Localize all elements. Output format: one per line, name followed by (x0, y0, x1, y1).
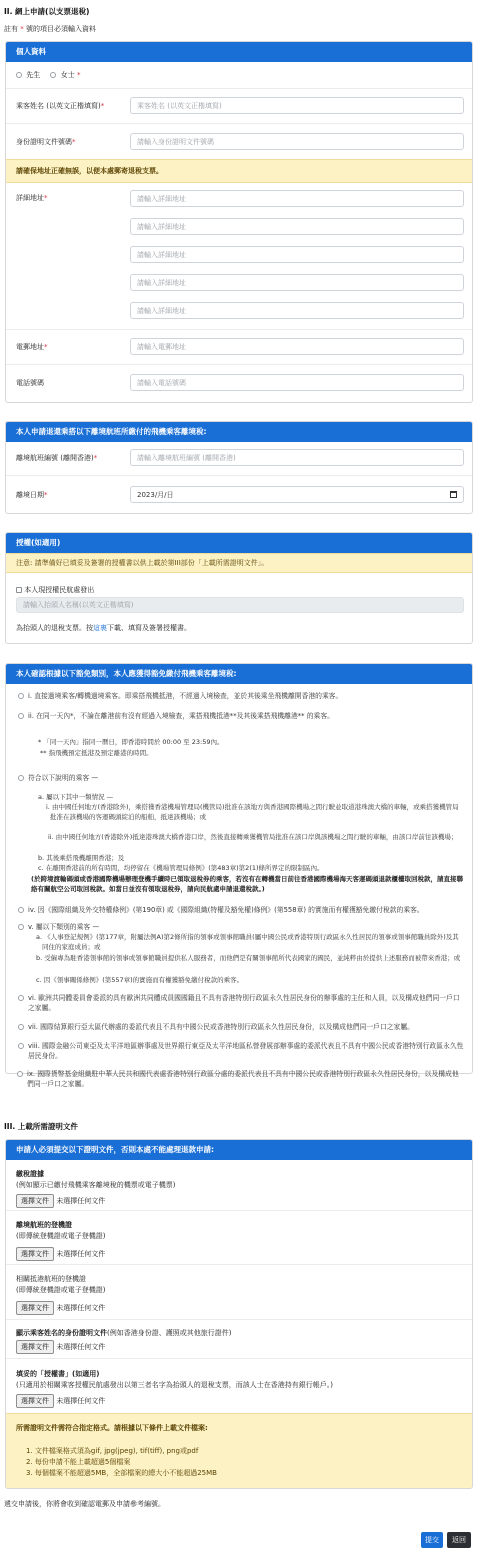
doc2-title: 離境航班的登機證 (16, 1221, 72, 1229)
phone-input[interactable]: 請輸入電話號碼 (130, 374, 464, 391)
authorization-download-line: 為抬頭人的退稅支票。按這裏下載、填寫及簽署授權書。 (16, 624, 191, 632)
radio-exemption-i[interactable] (18, 693, 24, 699)
exemption-option-i: i. 直接過境乘客/轉機過境乘客。即乘搭飛機抵港，不經過入境檢查，並於其後乘坐飛機離開香港的乘客。 (18, 691, 466, 701)
upload-card (5, 1139, 473, 1489)
address-label: 詳細地址* (16, 194, 48, 202)
radio-exemption-vi[interactable] (18, 995, 24, 1001)
doc1-desc: (例如顯示已繳付飛機乘客離境稅的機票或電子機票) (16, 1181, 176, 1189)
phone-label: 電話號碼 (16, 379, 44, 387)
radio-exemption-iv[interactable] (18, 907, 24, 913)
doc1-title: 繳稅證據 (16, 1170, 44, 1178)
format-rule-3: 3. 每個檔案不能超過5MB，全部檔案的總大小不能超過25MB (26, 1469, 217, 1477)
submission-note: 遞交申請後，你將會收到確認電郵及申請參考編號。 (4, 1500, 165, 1508)
address-input-1[interactable]: 請輸入詳細地址 (130, 190, 464, 207)
radio-exemption-viii[interactable] (18, 1043, 24, 1049)
flight-number-input[interactable]: 請輸入離境航班編號 (離開香港) (130, 449, 464, 466)
exemption-header: 本人確認根據以下豁免類別，本人應獲得豁免繳付飛機乘客離境稅: (6, 664, 472, 684)
payee-name-input[interactable]: 請輸入抬頭人名稱(以英文正楷填寫) (16, 597, 464, 613)
radio-exemption-ii[interactable] (18, 713, 24, 719)
radio-exemption-iii[interactable] (18, 775, 24, 781)
title-radio-group: 先生 女士 * (16, 70, 80, 80)
departure-date-label: 離境日期* (16, 491, 48, 499)
departure-date-input[interactable]: 2023/月/日 (130, 486, 464, 503)
divider (6, 1264, 472, 1265)
doc4-heading: 顯示乘客姓名的身份證明文件(例如香港身份證、護照或其他旅行證件) (16, 1329, 232, 1337)
iii-a: a. 屬以下其中一類情況 — (38, 793, 114, 801)
required-note: 註有 * 號的項目必須輸入資料 (4, 25, 96, 33)
v-c: c. 因《領事關係條例》(第557章)的實施而有權獲豁免繳付稅款的乘客。 (36, 976, 244, 984)
divider (6, 364, 472, 365)
file-format-notice (6, 1413, 472, 1489)
divider (6, 1210, 472, 1211)
iii-refund-note: (於跨境渡輪碼頭或香港國際機場辦理登機手續時已領取退稅券的乘客，若沒有在轉機當日前往香港國際機場海天客運碼頭退款櫃檯取回稅款，請直接聯絡有關航空公司取回稅款。如當日並沒有領取退稅券，請向民航處申請退還稅款。) (31, 875, 463, 893)
doc5-file-picker: 選擇文件 未選擇任何文件 (16, 1394, 105, 1408)
exemption-card (5, 663, 473, 1074)
authorization-header: 授權(如適用) (6, 533, 472, 553)
doc5-desc: (只適用於相關乘客授權民航處發出以第三者名字為抬頭人的退稅支票，而該人士在香港持有銀行帳戶。) (16, 1381, 333, 1389)
iii-c: c. 在離開香港前的所有時間，均停留在《機場管理局條例》(第483章)第2(1)條所界定的限制區內。 (38, 864, 324, 872)
divider (6, 123, 472, 124)
personal-info-header: 個人資料 (6, 42, 472, 62)
address-input-2[interactable]: 請輸入詳細地址 (130, 218, 464, 235)
doc2-desc: (即傳統登機證或電子登機證) (16, 1232, 106, 1240)
doc5-choose-file-button[interactable]: 選擇文件 (16, 1394, 54, 1408)
divider (6, 475, 472, 476)
doc3-title: 相關抵港航班的登機證 (16, 1275, 86, 1283)
exemption-option-vi: vi. 歐洲共同體委員會委派的具有歐洲共同體成員國國籍且不具有香港特別行政區永久性居民身份的辦事處的主任和人員，以及構成他們同一戶口之家屬。 (18, 993, 466, 1013)
doc2-choose-file-button[interactable]: 選擇文件 (16, 1247, 54, 1261)
v-a: a. 《人事登記規例》(第177章，附屬法例A)第2條所指的領事或領事館職員(屬中國公民或香港特別行政區永久性居民的領事或領事館職員除外)及其同住的家庭成員；或 (36, 933, 459, 951)
submit-button[interactable]: 提交 (421, 1532, 443, 1548)
format-rule-1: 1. 文件檔案格式須為gif, jpg(jpeg), tif(tiff), png或pdf (26, 1447, 199, 1455)
exemption-option-iv: iv. 因《國際組織及外交特權條例》(第190章) 或《國際組織(特權及豁免權)條例》(第558章) 的實施而有權獲豁免繳付稅款的乘客。 (18, 905, 466, 915)
flight-card (5, 421, 473, 514)
doc4-file-picker: 選擇文件 未選擇任何文件 (16, 1340, 105, 1354)
flight-header: 本人申請退還乘搭以下離境航班所繳付的飛機乘客離境稅: (6, 422, 472, 442)
doc2-file-picker: 選擇文件 未選擇任何文件 (16, 1247, 105, 1261)
radio-ms[interactable] (50, 72, 56, 78)
doc1-choose-file-button[interactable]: 選擇文件 (16, 1194, 54, 1208)
exemption-option-ix: ix. 國際貨幣基金組織駐中華人民共和國代表處香港特別行政區分處的委派代表且不具有中國公民或香港特別行政區永久性居民身份，以及構成他們同一戶口之家屬。 (17, 1069, 465, 1089)
exemption-option-v: v. 屬以下類別的乘客 — (18, 922, 466, 932)
iii-a-i: i. 由中國任何地方(香港除外)，乘搭獲香港機場管理局(機管局)批准在該地方與香港國際機場之間行駛並取道港珠澳大橋的車輛，或乘搭獲機管局批准在該機場的客運碼頭綻泊的船舶，抵達該機場；或 (46, 803, 459, 821)
divider (6, 88, 472, 89)
address-notice: 請確保地址正確無誤，以便本處郵寄退稅支票。 (6, 159, 472, 183)
doc5-title: 填妥的「授權書」(如適用) (16, 1370, 100, 1378)
iii-b: b. 其後乘搭飛機離開香港；及 (38, 854, 125, 862)
note-ii-1: * 「同一天內」指同一曆日，即香港時間於 00:00 至 23:59內。 (38, 738, 224, 746)
doc3-choose-file-button[interactable]: 選擇文件 (16, 1301, 54, 1315)
exemption-option-iii: 符合以下說明的乘客 — (18, 773, 466, 783)
email-label: 電郵地址* (16, 343, 48, 351)
authorize-checkbox[interactable] (16, 587, 22, 593)
doc1-file-picker: 選擇文件 未選擇任何文件 (16, 1194, 105, 1208)
section2-title: II. 網上申請(以支票退稅) (4, 7, 90, 16)
address-input-4[interactable]: 請輸入詳細地址 (130, 274, 464, 291)
calendar-icon[interactable] (450, 491, 457, 498)
format-rule-2: 2. 每份申請不能上載超過5個檔案 (26, 1458, 131, 1466)
format-notice-title: 所需證明文件需符合指定格式。請根據以下條件上載文件檔案: (16, 1424, 208, 1432)
section3-title: III. 上載所需證明文件 (4, 1122, 78, 1131)
doc3-file-picker: 選擇文件 未選擇任何文件 (16, 1301, 105, 1315)
divider (6, 329, 472, 330)
divider (6, 1358, 472, 1359)
note-ii-2: ** 指飛機預定抵港及預定離港的時間。 (40, 749, 153, 757)
id-label: 身份證明文件號碼* (16, 138, 76, 146)
divider (6, 1319, 472, 1320)
address-input-5[interactable]: 請輸入詳細地址 (130, 302, 464, 319)
flight-number-label: 離境航班編號 (離開香港)* (16, 454, 98, 462)
upload-header: 申請人必須提交以下證明文件，否則本處不能處理退款申請: (6, 1140, 472, 1160)
v-b: b. 受僱專為駐香港領事館的領事或領事館職員提供私人服務者，而他們是有關領事館所代表國家的國民，並純粹由於提供上述服務而被帶來香港；或 (36, 954, 461, 962)
radio-exemption-ix[interactable] (17, 1071, 23, 1077)
name-label: 乘客姓名 (以英文正楷填寫)* (16, 102, 105, 110)
authorization-notice: 注意: 請準備好已填妥及簽署的授權書以供上載於第III部份「上載所需證明文件」。 (6, 553, 472, 573)
doc4-choose-file-button[interactable]: 選擇文件 (16, 1340, 54, 1354)
radio-exemption-vii[interactable] (18, 1024, 24, 1030)
download-authorization-link[interactable]: 這裏 (93, 624, 107, 632)
exemption-option-vii: vii. 國際結算銀行亞太區代辦處的委派代表且不具有中國公民或香港特別行政區永久性居民身份，以及構成他們同一戶口之家屬。 (18, 1022, 466, 1032)
doc3-desc: (即傳統登機證或電子登機證) (16, 1286, 106, 1294)
back-button[interactable]: 返回 (447, 1532, 471, 1548)
radio-mr[interactable] (16, 72, 22, 78)
exemption-option-ii: ii. 在同一天內*，不論在離港前有沒有經過入境檢查，乘搭飛機抵港**及其後乘搭飛機離港** 的乘客。 (18, 711, 466, 721)
authorization-card (5, 532, 473, 644)
radio-exemption-v[interactable] (18, 924, 24, 930)
address-input-3[interactable]: 請輸入詳細地址 (130, 246, 464, 263)
authorize-checkbox-row: 本人現授權民航處發出 (16, 585, 94, 595)
id-number-input[interactable]: 請輸入身份證明文件號碼 (130, 133, 464, 150)
email-input[interactable]: 請輸入電郵地址 (130, 338, 464, 355)
personal-info-card (5, 41, 473, 403)
iii-a-ii: ii. 由中國任何地方(香港除外)抵達港珠澳大橋香港口岸，然後直接轉乘獲機管局批准在該口岸與該機場之間行駛的車輛，由該口岸前往該機場； (48, 833, 458, 841)
exemption-option-viii: viii. 國際金融公司東亞及太平洋地區辦事處及世界銀行東亞及太平洋地區私營發展部辦事處的委派代表且不具有中國公民或香港特別行政區永久性居民身份。 (18, 1041, 466, 1061)
passenger-name-input[interactable]: 乘客姓名 (以英文正楷填寫) (130, 97, 464, 114)
